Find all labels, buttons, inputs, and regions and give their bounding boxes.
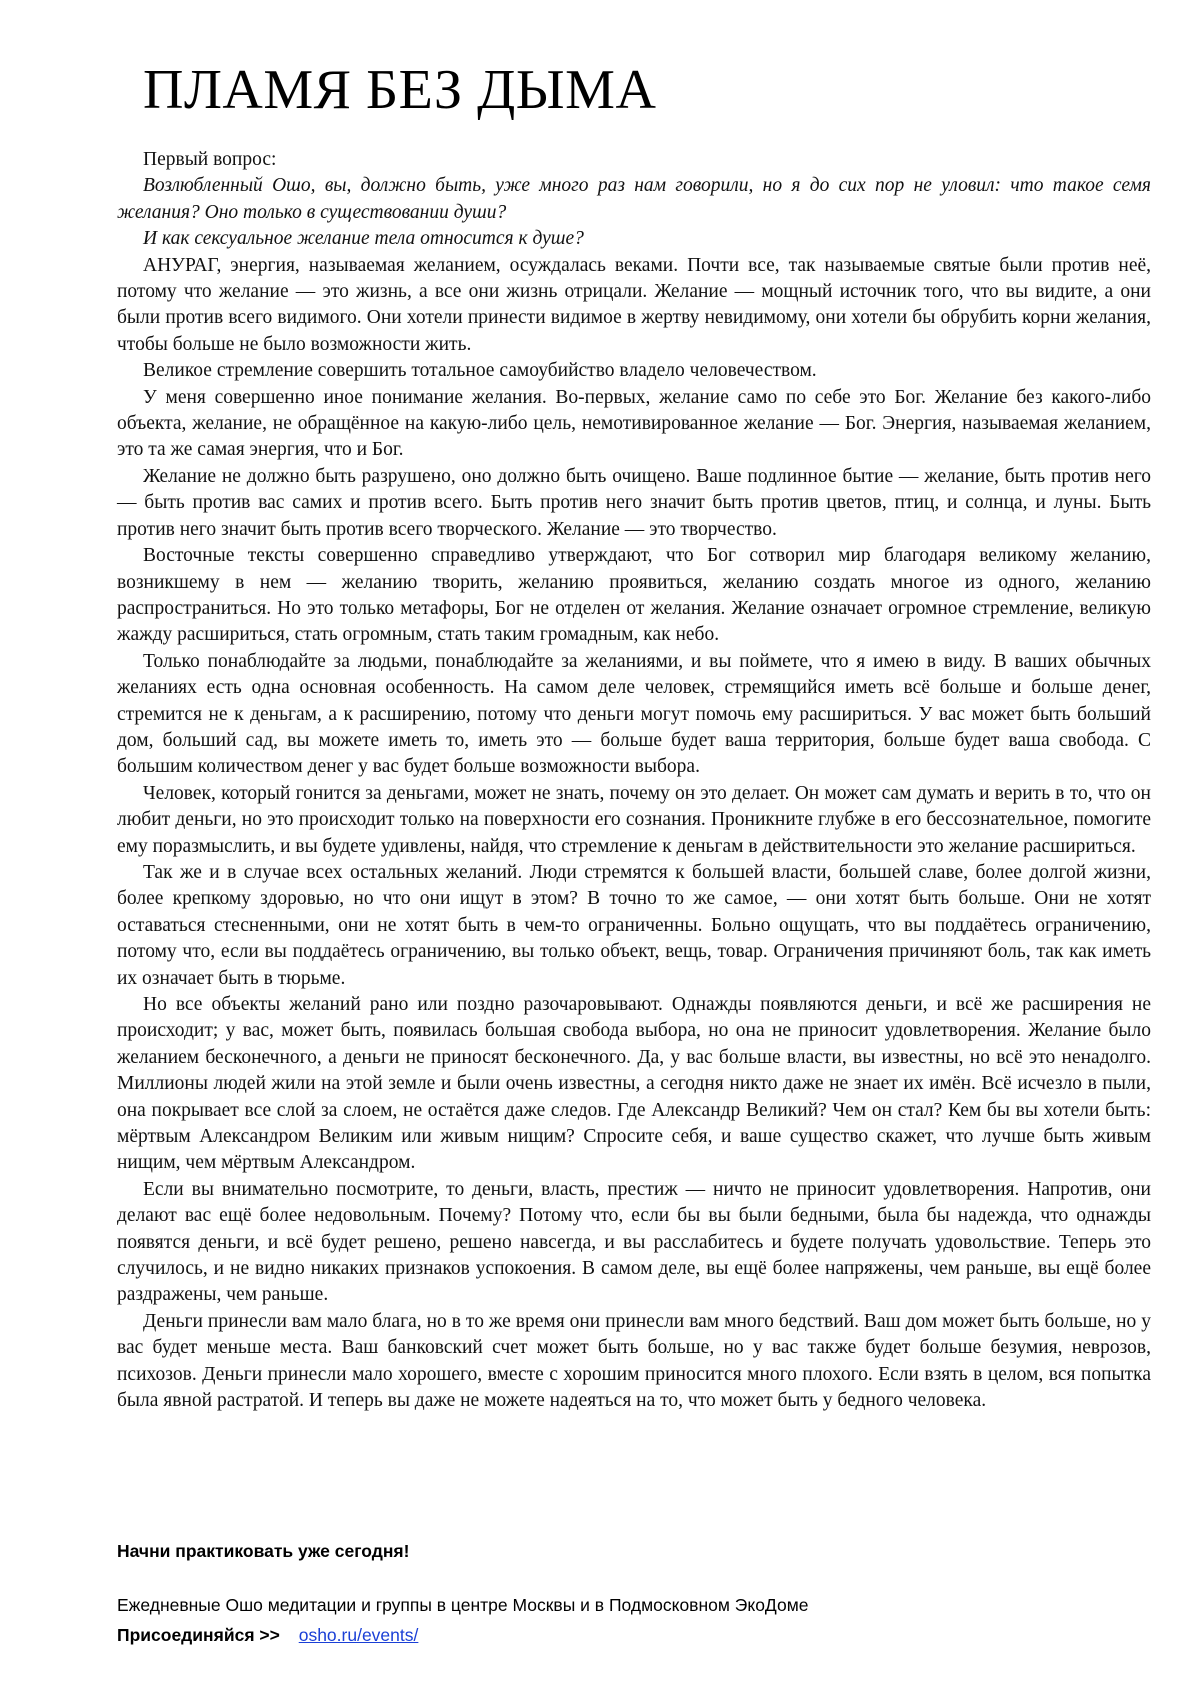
paragraph: Деньги принесли вам мало блага, но в то же время они принесли вам много бедствий. Ваш дом может быть больше, но у вас будет меньше места. Ваш банковский счет может быть больше, но у вас также будет больше безумия, неврозов, психозов. Деньги принесли мало хорошего, вместе с хорошим приносится много плохого. Если взять в целом, вся попытка была явной растратой. И теперь вы даже не можете надеяться на то, что может быть у бедного человека. xyxy=(117,1310,1151,1412)
events-text: Ежедневные Ошо медитации и группы в центре Москвы и в Подмосковном ЭкоДоме xyxy=(117,1595,809,1615)
events-link[interactable]: osho.ru/events/ xyxy=(298,1625,419,1645)
paragraph: АНУРАГ, энергия, называемая желанием, осуждалась веками. Почти все, так называемые святые были против неё, потому что желание — это жизнь, а все они жизнь отрицали. Желание — мощный источник того, что вы видите, а они были против всего видимого. Они хотели принести видимое в жертву невидимому, они хотели бы обрубить корни желания, чтобы больше не было возможности жить. xyxy=(117,254,1151,355)
promo-footer xyxy=(117,1539,1151,1645)
paragraph: У меня совершенно иное понимание желания. Во-первых, желание само по себе это Бог. Желание без какого-либо объекта, желание, не обращённое на какую-либо цель, немотивированное желание — Бог. Энергия, называемая желанием, это та же самая энергия, что и Бог. xyxy=(117,386,1151,461)
join-label: Присоединяйся >> xyxy=(117,1625,280,1645)
paragraph: Желание не должно быть разрушено, оно должно быть очищено. Ваше подлинное бытие — желание, быть против него — быть против вас самих и против всего. Быть против него значит быть против цветов, птиц, и солнца, и луны. Быть против него значит быть против всего творческого. Желание — это творчество. xyxy=(117,465,1151,540)
join-row xyxy=(117,1623,418,1647)
question-text: Возлюбленный Ошо, вы, должно быть, уже много раз нам говорили, но я до сих пор не уловил: что такое семя желания? Оно только в существовании души? xyxy=(117,175,1151,223)
paragraph: Восточные тексты совершенно справедливо утверждают, что Бог сотворил мир благодаря великому желанию, возникшему в нем — желанию творить, желанию проявиться, желанию создать многое из одного, желанию распространиться. Но это только метафоры, Бог не отделен от желания. Желание означает огромное стремление, великую жажду расшириться, стать огромным, стать таким громадным, как небо. xyxy=(117,545,1151,646)
page-title: ПЛАМЯ БЕЗ ДЫМА xyxy=(143,59,657,121)
question-text-2: И как сексуальное желание тела относится к душе? xyxy=(143,228,584,250)
cta-heading: Начни практиковать уже сегодня! xyxy=(117,1541,410,1561)
paragraph: Так же и в случае всех остальных желаний. Люди стремятся к большей власти, большей славе, более долгой жизни, более крепкому здоровью, но что они ищут в этом? В точно то же самое, — они хотят быть больше. Они не хотят оставаться стесненными, они не хотят быть в чем-то ограниченны. Больно ощущать, что вы поддаётесь ограничению, потому что, если вы поддаётесь ограничению, вы только объект, вещь, товар. Ограничения причиняют боль, так как иметь их означает быть в тюрьме. xyxy=(117,861,1151,989)
paragraph: Только понаблюдайте за людьми, понаблюдайте за желаниями, и вы поймете, что я имею в виду. В ваших обычных желаниях есть одна основная особенность. На самом деле человек, стремящийся иметь всё больше и больше денег, стремится не к деньгам, а к расширению, потому что деньги могут помочь ему расшириться. У вас может быть больший дом, больший сад, вы можете иметь то, иметь это — больше будет ваша территория, больше будет ваша свобода. С большим количеством денег у вас будет больше возможности выбора. xyxy=(117,650,1151,778)
paragraph: Великое стремление совершить тотальное самоубийство владело человечеством. xyxy=(143,360,817,382)
paragraph: Человек, который гонится за деньгами, может не знать, почему он это делает. Он может сам думать и верить в то, что он любит деньги, но это происходит только на поверхности его сознания. Проникните глубже в его бессознательное, помогите ему поразмыслить, и вы будете удивлены, найдя, что стремление к деньгам в действительности это желание расшириться. xyxy=(117,782,1151,857)
question-label: Первый вопрос: xyxy=(143,149,277,170)
paragraph: Если вы внимательно посмотрите, то деньги, власть, престиж — ничто не приносит удовлетворения. Напротив, они делают вас ещё более недовольным. Почему? Потому что, если бы вы были бедными, была бы надежда, что однажды появятся деньги, и всё будет решено, решено навсегда, и вы расслабитесь и будете получать удовольствие. Теперь это случилось, и не видно никаких признаков успокоения. В самом деле, вы ещё более напряжены, чем раньше, вы ещё более раздражены, чем раньше. xyxy=(117,1178,1151,1306)
article-body xyxy=(117,147,1151,1415)
paragraph: Но все объекты желаний рано или поздно разочаровывают. Однажды появляются деньги, и всё же расширения не происходит; у вас, может быть, появилась большая свобода выбора, но она не приносит удовлетворения. Желание было желанием бесконечного, а деньги не приносят бесконечного. Да, у вас больше власти, вы известны, но всё это ненадолго. Миллионы людей жили на этой земле и были очень известны, а сегодня никто даже не знает их имён. Всё исчезло в пыли, она покрывает все слой за слоем, не остаётся даже следов. Где Александр Великий? Чем он стал? Кем бы вы хотели быть: мёртвым Александром Великим или живым нищим? Спросите себя, и ваше существо скажет, что лучше быть живым нищим, чем мёртвым Александром. xyxy=(117,994,1151,1174)
